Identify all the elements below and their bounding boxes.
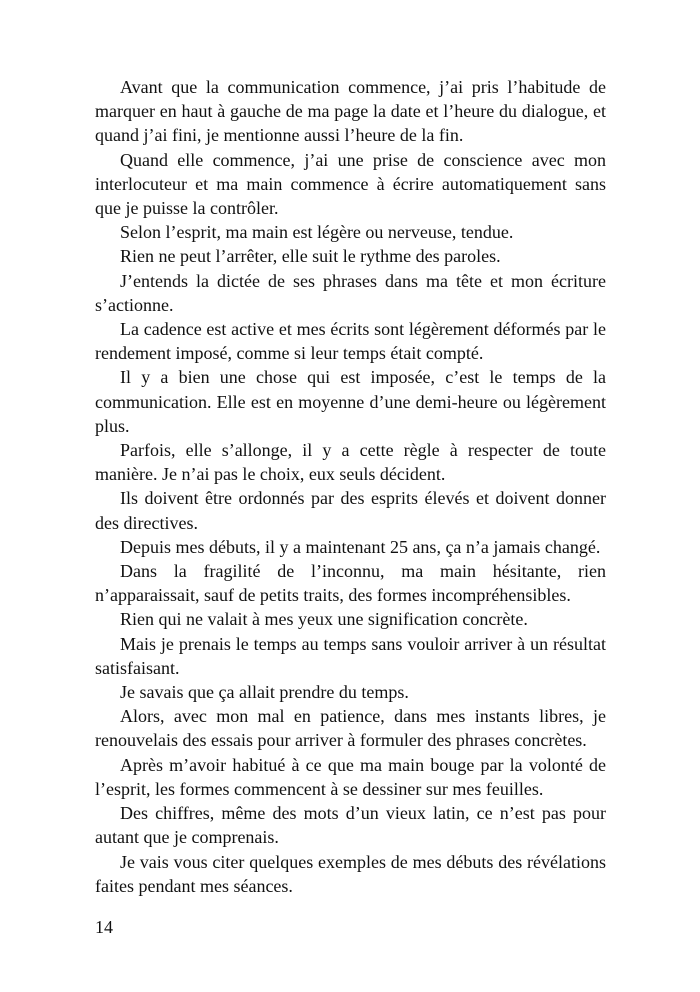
paragraph: Depuis mes débuts, il y a maintenant 25 ans, ça n’a jamais changé.: [120, 536, 601, 557]
paragraph: Il y a bien une chose qui est imposée, c’est le temps de la communication. Elle est en moyenne d’une demi-heure ou légèrement plus.: [95, 367, 606, 436]
paragraph: Alors, avec mon mal en patience, dans mes instants libres, je renouvelais des essais pour arriver à formuler des phrases concrètes.: [95, 706, 606, 751]
paragraph: Parfois, elle s’allonge, il y a cette règle à respecter de toute manière. Je n’ai pas le choix, eux seuls décident.: [95, 440, 606, 485]
paragraph: Je vais vous citer quelques exemples de mes débuts des révélations faites pendant mes séances.: [95, 851, 606, 896]
paragraph: La cadence est active et mes écrits sont légèrement déformés par le rendement imposé, comme si leur temps était compté.: [95, 319, 606, 364]
body-text: [95, 75, 606, 898]
paragraph: Rien qui ne valait à mes yeux une signification concrète.: [120, 609, 528, 630]
paragraph: Selon l’esprit, ma main est légère ou nerveuse, tendue.: [120, 222, 514, 243]
paragraph: Quand elle commence, j’ai une prise de conscience avec mon interlocuteur et ma main commence à écrire automatiquement sans que je puisse la contrôler.: [95, 149, 606, 219]
paragraph: Ils doivent être ordonnés par des esprits élevés et doivent donner des directives.: [95, 488, 606, 533]
paragraph: Rien ne peut l’arrêter, elle suit le rythme des paroles.: [120, 246, 501, 267]
page-number: 14: [95, 917, 113, 937]
paragraph: J’entends la dictée de ses phrases dans ma tête et mon écriture s’actionne.: [95, 270, 606, 315]
paragraph: Des chiffres, même des mots d’un vieux latin, ce n’est pas pour autant que je comprenais.: [95, 803, 606, 848]
paragraph: Avant que la communication commence, j’ai pris l’habitude de marquer en haut à gauche de ma page la date et l’heure du dialogue, et quand j’ai fini, je mentionne aussi l’heure de la fin.: [95, 77, 606, 146]
paragraph: Mais je prenais le temps au temps sans vouloir arriver à un résultat satisfaisant.: [95, 633, 606, 678]
paragraph: Je savais que ça allait prendre du temps.: [120, 682, 409, 703]
paragraph: Dans la fragilité de l’inconnu, ma main hésitante, rien n’apparaissait, sauf de petits traits, des formes incompréhensibles.: [95, 561, 606, 606]
paragraph: Après m’avoir habitué à ce que ma main bouge par la volonté de l’esprit, les formes commencent à se dessiner sur mes feuilles.: [95, 754, 606, 799]
